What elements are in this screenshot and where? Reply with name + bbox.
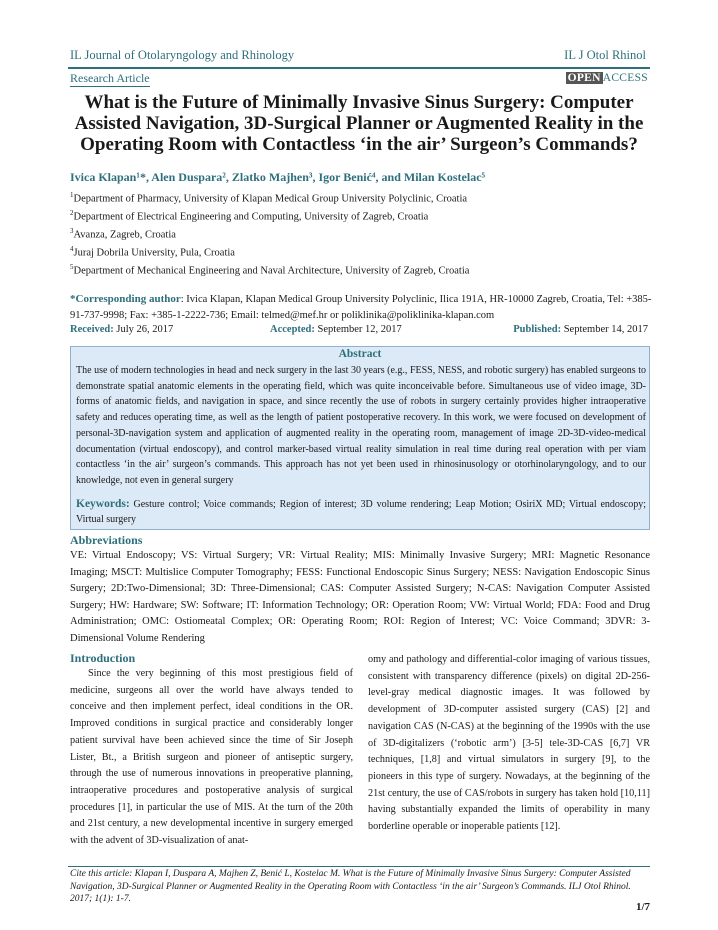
author-list: Ivica Klapan¹*, Alen Duspara², Zlatko Majhen³, Igor Benić⁴, and Milan Kostelac⁵	[70, 170, 486, 184]
corresponding-author	[70, 291, 654, 324]
keywords	[76, 497, 646, 527]
article-type: Research Article	[70, 71, 150, 85]
access-label: ACCESS	[602, 72, 648, 84]
published-label: Published:	[513, 324, 562, 335]
open-label: OPEN	[567, 72, 601, 84]
keywords-label: Keywords:	[76, 498, 130, 510]
accepted-date	[270, 324, 402, 335]
published-value: September 14, 2017	[563, 324, 648, 335]
affiliation-5	[70, 263, 469, 277]
affiliation-text: Department of Electrical Engineering and Computing, University of Zagreb, Croatia	[73, 211, 429, 223]
affiliation-4	[70, 245, 235, 259]
received-value: July 26, 2017	[116, 324, 174, 335]
citation: Cite this article: Klapan I, Duspara A, Majhen Z, Benić L, Kostelac M. What is the Future of Minimally Invasive Sinus Surgery: Computer Assisted Navigation, 3D-Surgical Planner or Augmented Reality in the Operating Room with Contactless ‘in the air’ Surgeon’s Commands. ILJ Otol Rhinol. 2017; 1(1): 1-7.	[70, 869, 631, 904]
abbreviations-text: VE: Virtual Endoscopy; VS: Virtual Surgery; VR: Virtual Reality; MIS: Minimally Invasive Surgery; MRI: Magnetic Resonance Imaging; MSCT: Multislice Computer Tomography; FESS: Functional Endoscopic Sinus Surgery; NESS: Navigation Endoscopic Sinus Surgery; 2D:Two-Dimensional; 3D: Three-Dimensional; CAS: Computer Assisted Surgery; N-CAS: Navigation Computer Assisted Surgery; HW: Hardware; SW: Software; IT: Information Technology; OR: Operation Room; VW: Virtual World; FDA: Food and Drug Administration; OMC: Ostiomeatal Complex; OR: Operating Room; ROI: Region of Interest; VC: Voice Command; 3DVR: 3-Dimensional Volume Rendering	[70, 550, 650, 644]
received-label: Received:	[70, 324, 114, 335]
abbreviations-heading: Abbreviations	[70, 533, 143, 547]
introduction-col1-text: Since the very beginning of this most prestigious field of medicine, surgeons all over the world have always tended to conceive and then implement perfect, ideal conditions in the OR. Improved conditions in surgical practice and considerably longer patient survival have been achieved since the time of Sir Joseph Lister, Bt., a British surgeon and pioneer of antiseptic surgery, through the use of numerous innovations in preoperative planning, intraoperative procedures and postoperative analysis of surgical procedures [1], in particular the use of MIS. At the turn of the 20th and 21st century, a new developmental incentive in surgery emerged with the advent of 3D-visualization of anat-	[70, 668, 353, 847]
footer-divider	[68, 866, 650, 867]
introduction-col1	[70, 666, 353, 850]
affiliation-text: Juraj Dobrila University, Pula, Croatia	[73, 247, 235, 259]
accepted-label: Accepted:	[270, 324, 315, 335]
header-divider	[68, 67, 650, 69]
keywords-text: Gesture control; Voice commands; Region of interest; 3D volume rendering; Leap Motion; OsiriX MD; Virtual endoscopy; Virtual surgery	[76, 499, 646, 525]
corresponding-label: *Corresponding author	[70, 293, 181, 305]
affiliation-num: 4	[70, 245, 74, 253]
affiliation-text: Department of Mechanical Engineering and Naval Architecture, University of Zagreb, Croatia	[73, 265, 470, 277]
affiliation-num: 2	[70, 209, 74, 217]
affiliation-2	[70, 209, 428, 223]
accepted-value: September 12, 2017	[317, 324, 402, 335]
journal-name: IL Journal of Otolaryngology and Rhinology	[70, 48, 295, 62]
corresponding-text: : Ivica Klapan, Klapan Medical Group University Polyclinic, Ilica 191A, HR-10000 Zagreb, Croatia, Tel: +385-91-737-9998; Fax: +385-1-2222-736; Email: telmed@mef.hr or poliklinika@poliklinika-klapan.com	[70, 294, 652, 321]
journal-abbrev: IL J Otol Rhinol	[564, 48, 646, 62]
received-date	[70, 324, 173, 335]
affiliation-3	[70, 227, 176, 241]
affiliation-num: 3	[70, 227, 74, 235]
paper-title: What is the Future of Minimally Invasive Sinus Surgery: Computer Assisted Navigation, 3D-Surgical Planner or Augmented Reality in the Operating Room with Contactless ‘in the air’ Surgeon’s Commands?	[74, 92, 644, 155]
page-number: 1/7	[635, 901, 650, 913]
affiliation-1	[70, 191, 467, 205]
introduction-heading: Introduction	[70, 651, 136, 665]
abstract-heading: Abstract	[338, 348, 382, 360]
published-date	[513, 324, 648, 335]
open-access-badge	[566, 72, 648, 84]
affiliation-num: 5	[70, 263, 74, 271]
introduction-col2: omy and pathology and differential-color imaging of various tissues, consistent with transparency difference (pixels) on digital 2D-256-level-gray medical diagnostic images. It was followed by development of 3D-computer assisted surgery (CAS) [2] and navigation CAS (N-CAS) at the beginning of the 1990s with the use of 3D-digitalizers (‘robotic arm’) [3-5] tele-3D-CAS [6,7] VR techniques, [1,8] and virtual simulators in surgery [9], to the pioneers in this type of surgery. Nowadays, at the beginning of the 21st century, the use of CAS/robots in surgery has taken hold [10,11] having substantially expanded the limits of operability in many borderline operable or inoperable patients [12].	[368, 654, 650, 833]
affiliation-text: Department of Pharmacy, University of Klapan Medical Group University Polyclinic, Croatia	[73, 193, 468, 205]
affiliation-num: 1	[70, 191, 74, 199]
abstract-text: The use of modern technologies in head and neck surgery in the last 30 years (e.g., FESS, NESS, and robotic surgery) has enabled surgeons to demonstrate spatial anatomic elements in the operating field, which was quite inconceivable before. Simultaneous use of video image, 3D-forms of anatomic fields, and navigation in space, and since recently the use of robots in surgery certainly provides higher intraoperative safety and reduces operating time, as well as the length of patient postoperative recovery. In this work, we were focused on development of personal-3D-navigation system and application of augmented reality in the operating room, management of image 2D-3D-video-medical documentation (virtual endoscopy), and control marker-based virtual reality simulation in real time during real operation with per viam contactless ‘in the air’ surgeon’s commands. This approach has not yet been used in rhinosinusology or otorhinolaryngology, and to our knowledge, not even in general surgery	[76, 365, 646, 486]
affiliation-text: Avanza, Zagreb, Croatia	[73, 229, 176, 241]
